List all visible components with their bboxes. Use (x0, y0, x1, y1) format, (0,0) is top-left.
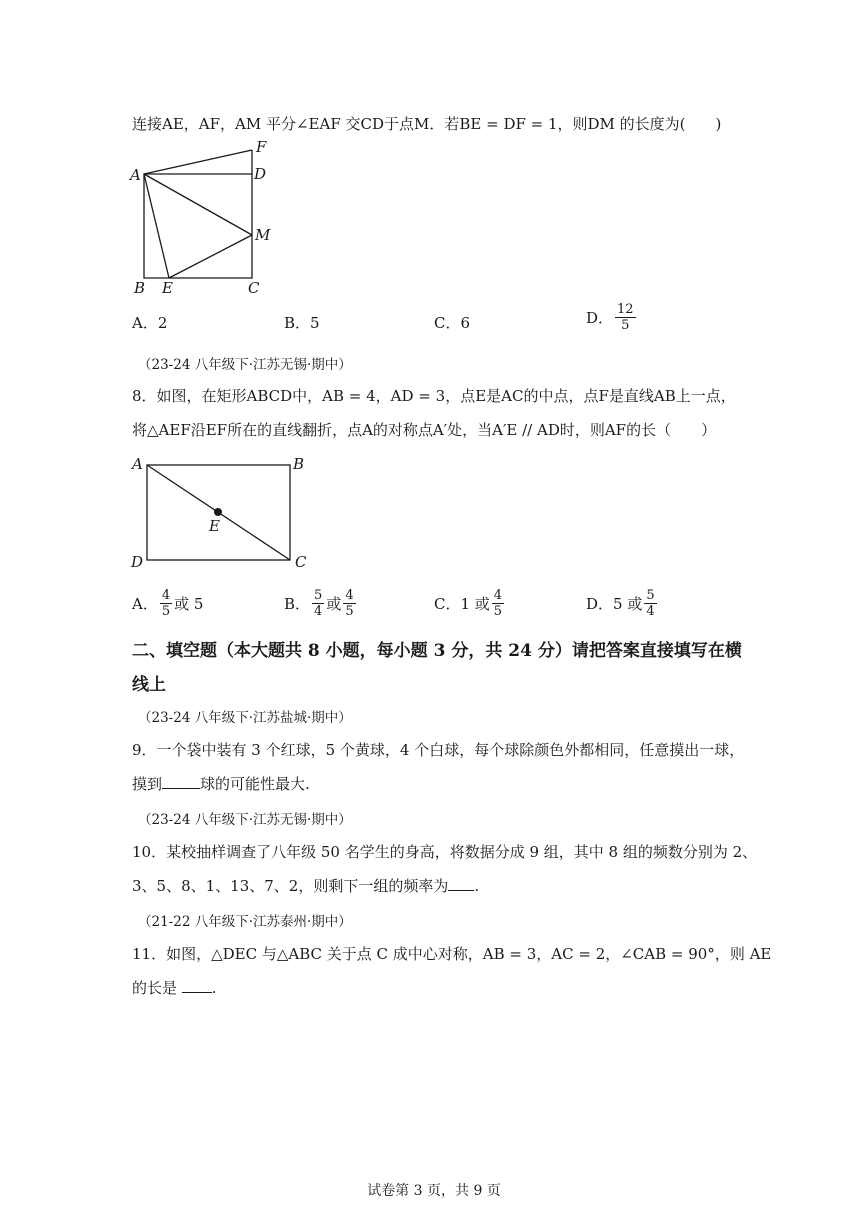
q7-label-c: C (248, 279, 260, 297)
q7-option-a-letter: A． (132, 314, 158, 332)
q7-stem: 连接AE，AF，AM 平分∠EAF 交CD于点M．若BE = DF = 1，则DM 的长度为( ) (132, 115, 722, 133)
q7-segment-em (169, 235, 252, 278)
q8-option-b-num2: 4 (345, 588, 354, 603)
q7-option-d-den: 5 (621, 318, 630, 333)
q10-line2 (132, 876, 479, 896)
q8-option-d-num: 5 (646, 588, 655, 603)
q8-option-d-fraction (644, 588, 656, 619)
q7-figure (128, 138, 288, 298)
q8-option-c-den: 5 (493, 604, 503, 619)
q10-line2-post: . (474, 877, 480, 895)
q8-option-c-head: 1 或 (460, 595, 490, 613)
q8-option-d-letter: D． (586, 595, 614, 613)
q7-option-d-num: 12 (617, 302, 634, 317)
q7-option-b-letter: B． (284, 314, 311, 332)
q8-option-a[interactable] (132, 588, 203, 619)
q9-line1: 9．一个袋中装有 3 个红球，5 个黄球，4 个白球，每个球除颜色外都相同，任意摸出一球， (132, 741, 745, 759)
q10-line2-pre: 3、5、8、1、13、7、2，则剩下一组的频率为 (132, 877, 449, 895)
q9-answer-blank[interactable] (162, 774, 200, 789)
q7-option-a[interactable] (132, 312, 167, 333)
q8-label-d: D (131, 553, 144, 571)
q8-point-e (214, 508, 222, 516)
section-heading: 二、填空题（本大题共 8 小题，每小题 3 分，共 24 分）请把答案直接填写在横 (132, 641, 742, 661)
q7-option-c-letter: C． (434, 314, 461, 332)
q10-source: （23-24 八年级下·江苏无锡·期中） (138, 812, 352, 828)
q8-source: （23-24 八年级下·江苏无锡·期中） (138, 357, 352, 373)
q8-option-c-letter: C． (434, 595, 461, 613)
q7-label-a: A (130, 166, 141, 184)
q10-answer-blank[interactable] (448, 876, 474, 891)
q9-line2-pre: 摸到 (132, 775, 163, 793)
q11-answer-blank[interactable] (182, 978, 212, 993)
q8-option-b-fraction-1 (312, 588, 324, 619)
q7-option-d[interactable] (586, 302, 638, 333)
q8-option-d[interactable] (586, 588, 659, 619)
q7-option-b-text: 5 (310, 313, 320, 332)
q7-label-b: B (134, 279, 146, 297)
q8-option-d-den: 4 (646, 604, 655, 619)
q7-option-c-text: 6 (460, 313, 471, 332)
q9-line2-post: 球的可能性最大. (200, 775, 310, 793)
q7-option-d-fraction (615, 302, 636, 333)
q8-option-a-letter: A． (132, 595, 158, 613)
q8-option-a-den: 5 (161, 604, 171, 619)
q8-line1: 8．如图，在矩形ABCD中，AB = 4，AD = 3，点E是AC的中点，点F是直线AB上一点， (132, 387, 736, 405)
q8-line2: 将△AEF沿EF所在的直线翻折，点A的对称点A′处，当A′E // AD时，则AF的长（ ） (132, 421, 717, 439)
q8-option-b-letter: B． (284, 595, 311, 613)
q11-source: （21-22 八年级下·江苏泰州·期中） (138, 914, 352, 930)
q7-label-d: D (254, 165, 267, 183)
q7-option-a-text: 2 (157, 313, 168, 332)
q8-label-a: A (132, 455, 143, 473)
q8-option-d-head: 5 或 (613, 595, 643, 613)
q10-line1: 10．某校抽样调查了八年级 50 名学生的身高，将数据分成 9 组，其中 8 组的频数分别为 2、 (132, 843, 758, 861)
q8-option-b[interactable] (284, 588, 358, 619)
q8-option-b-fraction-2 (343, 588, 355, 619)
q7-option-d-letter: D． (586, 309, 614, 327)
q7-segment-am (144, 174, 252, 235)
q11-line1: 11．如图，△DEC 与△ABC 关于点 C 成中心对称，AB = 3，AC = 2，∠CAB = 90°，则 AE (132, 945, 772, 963)
q8-option-c-num: 4 (493, 588, 503, 603)
q8-label-c: C (295, 553, 307, 571)
q8-label-e: E (209, 517, 220, 535)
q8-label-b: B (293, 455, 305, 473)
q8-option-c-fraction (492, 588, 504, 619)
q8-option-a-num: 4 (161, 588, 171, 603)
q8-option-b-num1: 5 (314, 588, 323, 603)
q8-option-a-fraction (160, 588, 172, 619)
q7-segment-ae (144, 174, 169, 278)
q8-option-b-den1: 4 (314, 604, 323, 619)
q7-label-f: F (256, 138, 267, 156)
q7-label-m: M (255, 226, 271, 244)
q8-option-a-tail: 或 5 (174, 595, 204, 613)
section-heading-cont: 线上 (132, 675, 166, 695)
page-footer: 试卷第 3 页，共 9 页 (367, 1183, 501, 1199)
q11-line2 (132, 978, 217, 998)
q11-line2-pre: 的长是 (132, 979, 178, 997)
q8-figure (128, 452, 318, 576)
q9-line2 (132, 774, 310, 794)
q7-option-b[interactable] (284, 312, 320, 333)
q8-option-b-den2: 5 (345, 604, 354, 619)
q8-option-c[interactable] (434, 588, 506, 619)
q7-label-e: E (162, 279, 173, 297)
q7-segment-af (144, 150, 252, 174)
q8-option-b-mid: 或 (326, 595, 342, 613)
q7-option-c[interactable] (434, 312, 470, 333)
q11-line2-post: . (211, 979, 217, 997)
q9-source: （23-24 八年级下·江苏盐城·期中） (138, 710, 352, 726)
